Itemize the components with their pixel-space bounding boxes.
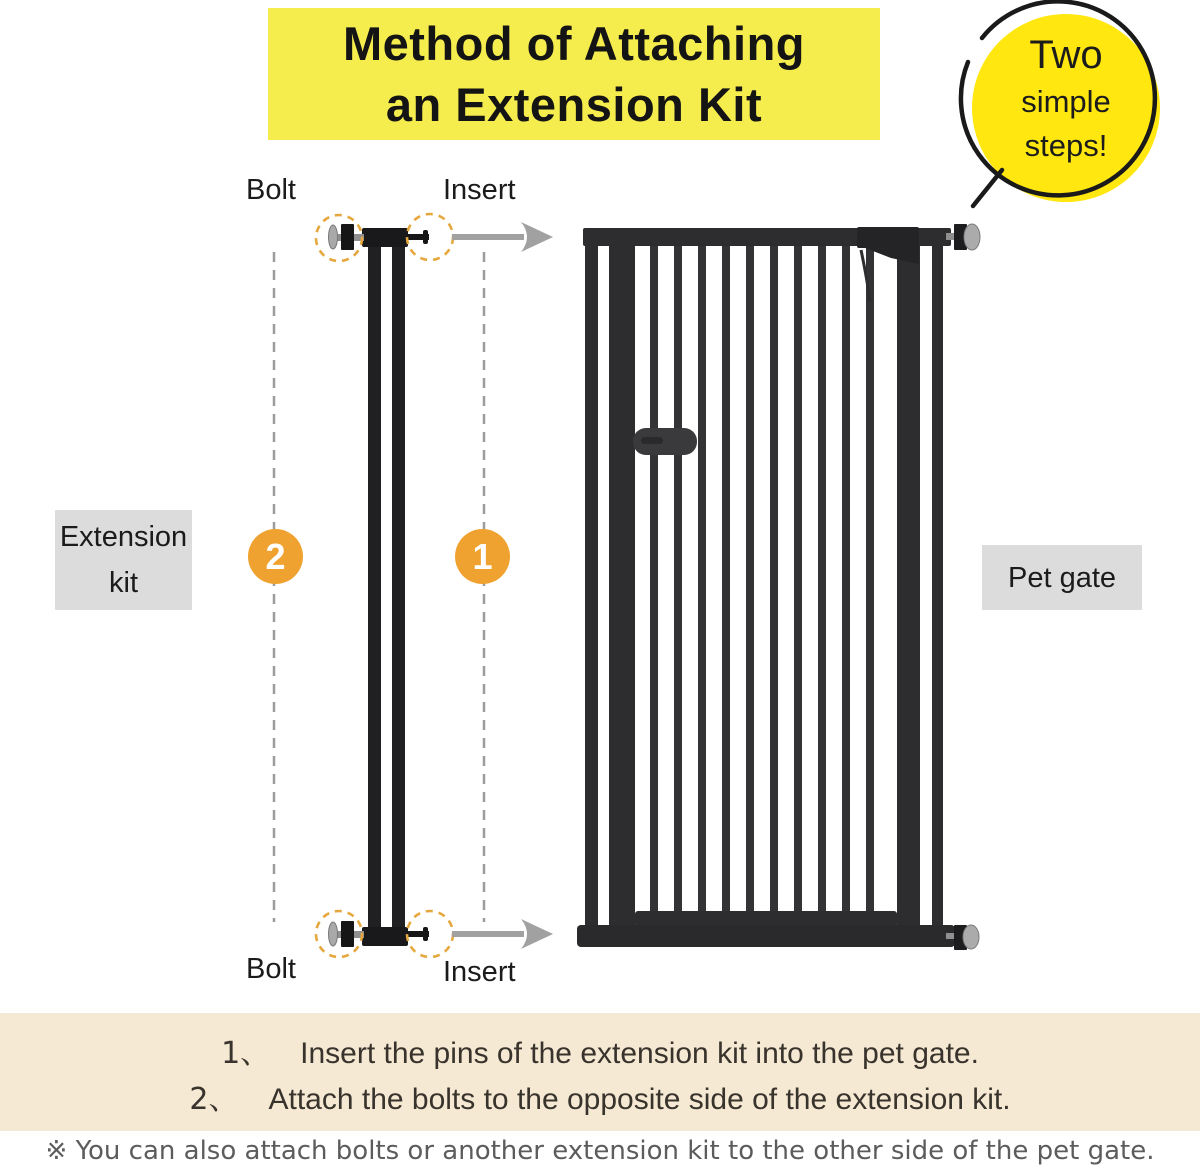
- gate-bolt-top-right: [946, 224, 980, 250]
- top-pin: [407, 230, 429, 244]
- instruction-step-1: [0, 1028, 1200, 1072]
- bolt-label-bottom: Bolt: [246, 953, 296, 985]
- badge-tail: [973, 170, 1002, 206]
- badge-text-line-1: Two: [1029, 33, 1103, 77]
- insert-arrow-top: [452, 222, 553, 252]
- gate-frame-post-left: [585, 246, 598, 926]
- step-2-marker: 2: [248, 529, 303, 584]
- gate-frame-post-right: [932, 246, 943, 926]
- footnote: ※ You can also attach bolts or another extension kit to the other side of the pet gate.: [45, 1136, 1155, 1166]
- extension-kit: [329, 224, 430, 947]
- extension-kit-label: Extension kit: [55, 510, 192, 610]
- highlight-circles: [316, 214, 453, 957]
- title-banner: [268, 8, 880, 140]
- badge-text-line-3: steps!: [1024, 128, 1108, 163]
- bolt-label-top: Bolt: [246, 174, 296, 206]
- instruction-step-1-text: Insert the pins of the extension kit into the pet gate.: [300, 1037, 979, 1070]
- gate-base-bar: [577, 925, 955, 947]
- extension-post-left: [368, 246, 381, 930]
- insert-label-top: Insert: [443, 174, 516, 206]
- gate-latch-housing: [857, 227, 919, 248]
- instruction-step-2: [0, 1074, 1200, 1118]
- gate-latch-post: [897, 246, 920, 926]
- instruction-step-1-number: 1、: [221, 1036, 271, 1071]
- title-line-2: an Extension Kit: [385, 78, 763, 131]
- gate-door-bottom-rail: [635, 911, 897, 927]
- extension-post-right: [392, 246, 405, 930]
- gate-handle-slot: [641, 437, 663, 444]
- insert-arrow-bottom: [452, 919, 553, 949]
- instruction-step-2-number: 2、: [189, 1082, 239, 1117]
- bottom-pin: [407, 927, 429, 941]
- badge-text-line-2: simple: [1021, 84, 1111, 119]
- title-line-1: Method of Attaching: [342, 17, 805, 70]
- pet-gate: [577, 224, 980, 950]
- step-1-marker: 1: [455, 529, 510, 584]
- extension-top-cap: [362, 228, 408, 247]
- bottom-bolt: [329, 921, 365, 947]
- extension-bottom-cap: [362, 927, 408, 946]
- instruction-step-2-text: Attach the bolts to the opposite side of the extension kit.: [268, 1083, 1011, 1116]
- gate-door-post-left: [609, 246, 635, 926]
- pet-gate-label: Pet gate: [982, 545, 1142, 610]
- insert-label-bottom: Insert: [443, 956, 516, 988]
- gate-bars: [650, 246, 874, 916]
